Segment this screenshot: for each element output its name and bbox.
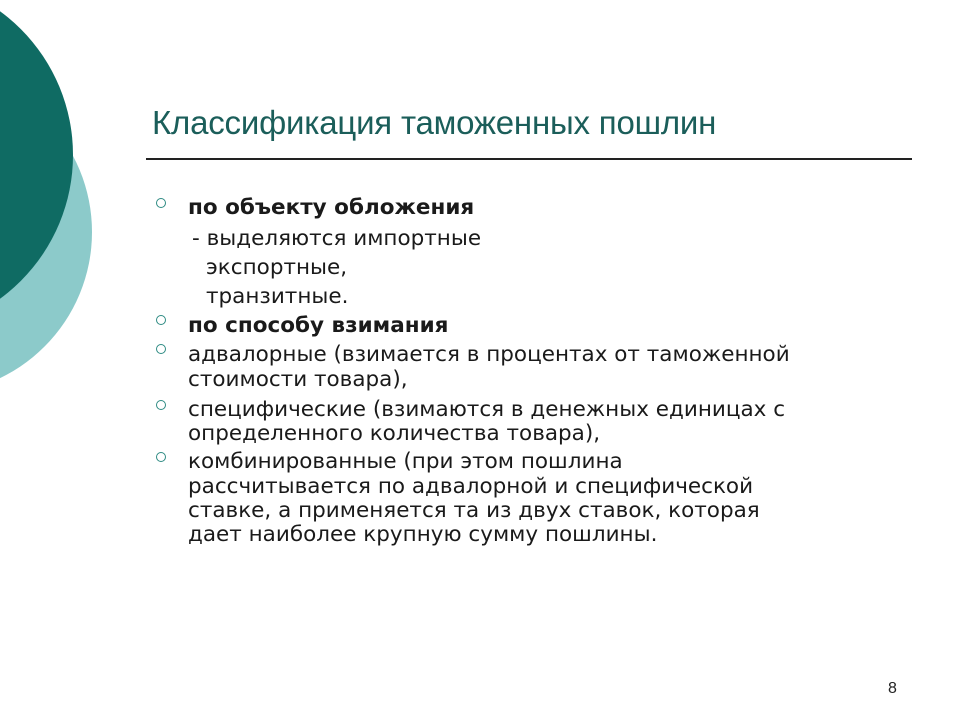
list-item: экспортные, bbox=[206, 255, 348, 280]
list-item: специфические (взимаются в денежных единицах с bbox=[188, 397, 786, 422]
list-item: комбинированные (при этом пошлина bbox=[188, 449, 623, 474]
bullet-icon bbox=[156, 400, 166, 410]
list-item: - выделяются импортные bbox=[192, 226, 482, 251]
bullet-icon bbox=[156, 198, 166, 208]
list-item: ставке, а применяется та из двух ставок, которая bbox=[188, 498, 760, 523]
list-item: определенного количества товара), bbox=[188, 421, 601, 446]
list-item: стоимости товара), bbox=[188, 367, 408, 392]
bullet-icon bbox=[156, 452, 166, 462]
list-item: по способу взимания bbox=[188, 313, 449, 338]
list-item: транзитные. bbox=[206, 284, 349, 309]
bullet-icon bbox=[156, 344, 166, 354]
page-number: 8 bbox=[888, 680, 897, 697]
bullet-icon bbox=[156, 315, 166, 325]
slide-title: Классификация таможенных пошлин bbox=[152, 104, 717, 141]
list-item: рассчитывается по адвалорной и специфической bbox=[188, 474, 754, 499]
list-item: дает наиболее крупную сумму пошлины. bbox=[188, 522, 658, 547]
list-item: адвалорные (взимается в процентах от таможенной bbox=[188, 342, 790, 367]
list-item: по объекту обложения bbox=[188, 195, 475, 220]
